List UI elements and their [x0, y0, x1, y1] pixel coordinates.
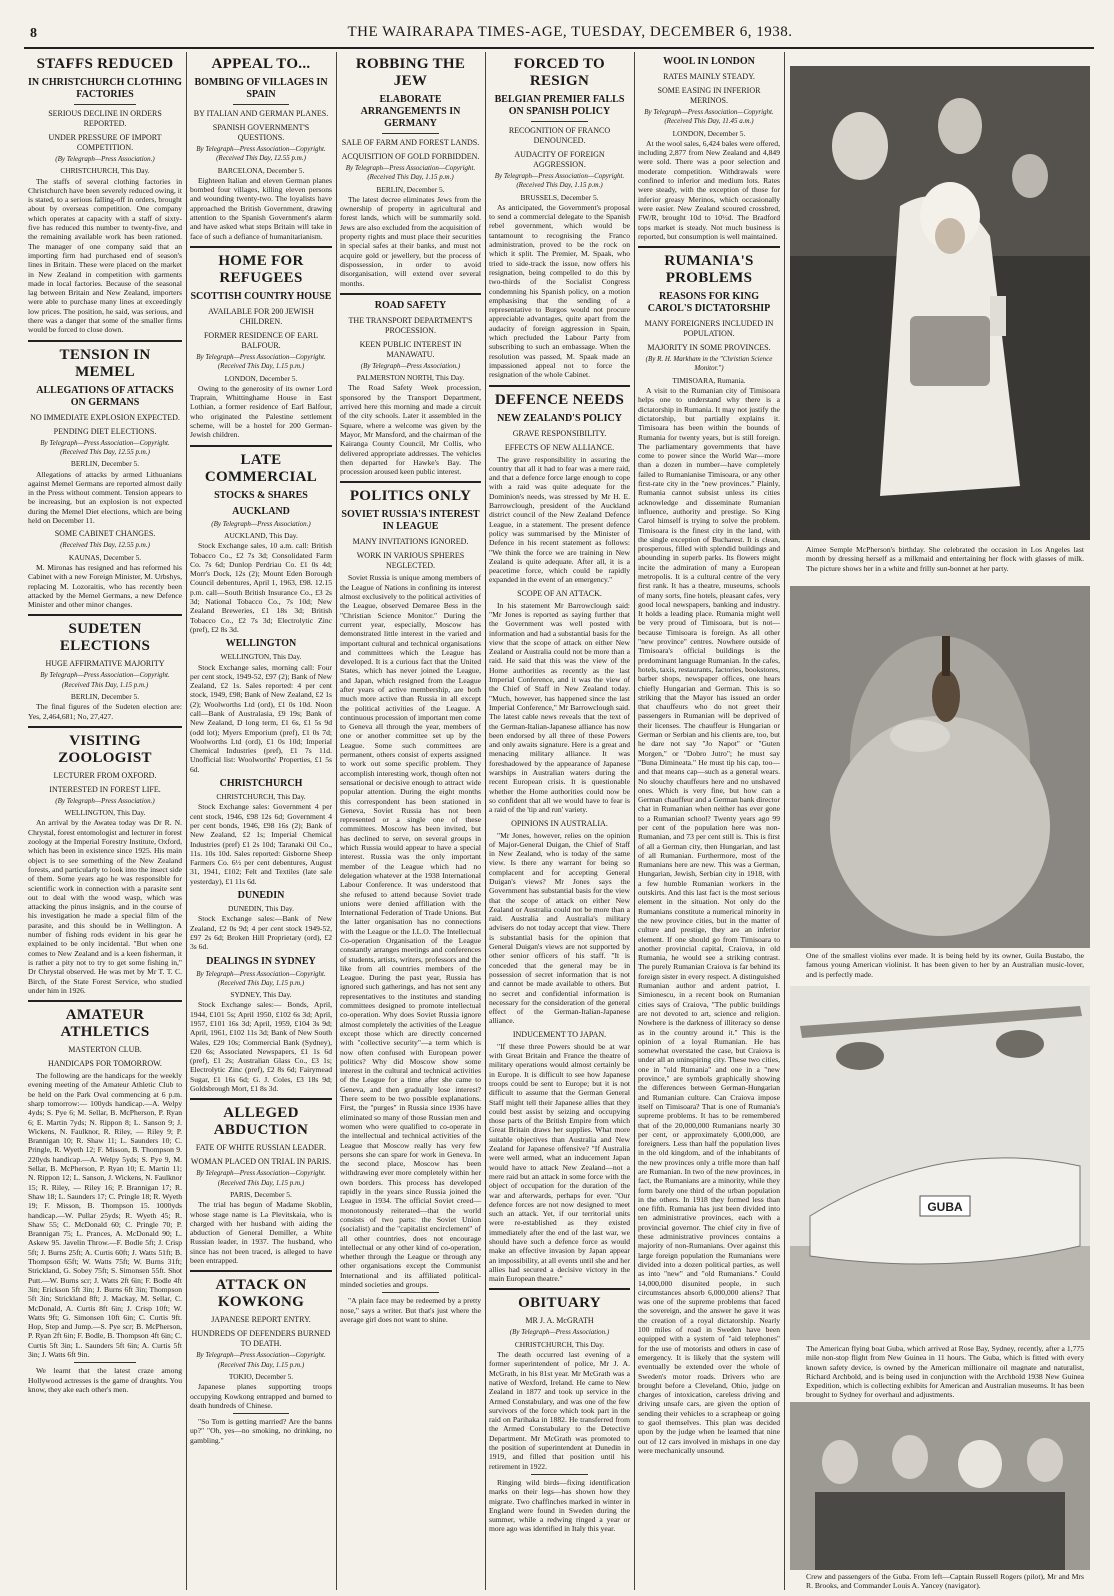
subhead: HUGE AFFIRMATIVE MAJORITY: [45, 659, 165, 669]
divider: [28, 614, 182, 616]
headline-road-safety: ROAD SAFETY: [374, 299, 447, 311]
dateline: BERLIN, December 5.: [70, 691, 140, 701]
headline-sudeten-elections: SUDETEN ELECTIONS: [59, 621, 151, 655]
subhead: MANY FOREIGNERS INCLUDED IN POPULATION.: [644, 319, 774, 339]
article-body: Japanese planes supporting troops occupying Kowkong entrapped and burned to death hundreds of Chinese.: [190, 1382, 332, 1410]
headline-robbing-the-jew: ROBBING THE JEW: [355, 56, 466, 89]
photo-flying-boat-guba-graphic: [790, 986, 1090, 1340]
byline: By Telegraph—Press Association—Copyright. (Received This Day, 1.15 p.m.): [494, 172, 625, 190]
subhead: BY ITALIAN AND GERMAN PLANES.: [193, 109, 329, 118]
article-body: In his statement Mr Barrowclough said: "Mr Jones is reported as saying further that the Government was well posted with information and had a substantial basis for the view that the scope of attack on either New Zealand or Australia could not be more than a raid. He said that this was the view of the Home authorities as recently as the last Imperial Conference, and it was the view of the Chief of Staff in New Zealand today. "Much, however, has happened since the last Imperial Conference," Mr Barrowclough said. The latest cable news reveals that the text of the German-Italian-Japanese alliance has now been endorsed by all three of these Powers and only awaits signature. Here is a great and menacing military alliance. It was foreshadowed by the appearance of Japanese warships in Australian waters during the recent European crisis. It is questionable whether the Home authorities could now be so confident that all we would have to fear is a raid of the 'tip and run' variety.: [489, 600, 630, 815]
divider: [190, 445, 332, 447]
subhead: WORK IN VARIOUS SPHERES NEGLECTED.: [356, 551, 465, 571]
subhead: ACQUISITION OF GOLD FORBIDDEN.: [341, 152, 480, 161]
headline-home-for-refugees: HOME FOR REFUGEES: [218, 252, 304, 286]
divider: [74, 104, 136, 105]
column-4: [489, 52, 630, 1592]
divider: [489, 1288, 630, 1290]
byline: By Telegraph—Press Association—Copyright. (Received This Day, 1.15 p.m.): [196, 1169, 326, 1187]
column-rule: [634, 52, 635, 1590]
divider: [233, 104, 290, 105]
photo-mcpherson-birthday-graphic: [790, 66, 1090, 540]
subhead: IN CHRISTCHURCH CLOTHING FACTORIES: [28, 77, 182, 100]
photo-small-violin: [790, 586, 1090, 948]
subhead: MANY INVITATIONS IGNORED.: [352, 537, 469, 547]
byline: (By Telegraph—Press Association.): [509, 1328, 610, 1337]
divider: [340, 481, 481, 483]
photo-caption: One of the smallest violins ever made. It is being held by its owner, Guila Bustabo, the famous young American violinist. It has been given to her by an Australian music-lover, and is perfectly made.: [806, 951, 1084, 979]
subhead: STOCKS & SHARES: [214, 489, 308, 501]
dateline: BERLIN, December 5.: [70, 459, 140, 469]
masthead: [0, 0, 1114, 42]
divider: [382, 1292, 438, 1293]
headline-forced-to-resign: FORCED TO RESIGN: [514, 56, 605, 89]
section-dunedin: DUNEDIN: [237, 890, 285, 902]
headline-defence-needs: DEFENCE NEEDS: [494, 391, 625, 408]
article-body: Stock Exchange sales:—Bank of New Zealand, £2 0s 9d; 4 per cent stock 1949-52, £97 2s 6d; Broken Hill Proprietary (ord), £2 3s 6d.: [190, 914, 332, 952]
article-body: Allegations of attacks by armed Lithuanians against Memel Germans are reported almost daily in the Press without comment. Tension appears to be increasing, but an explosion is not expected during the Memel Diet elections, which are being held on December 11.: [28, 469, 182, 526]
divider: [28, 1000, 182, 1002]
column-1: [28, 52, 182, 1592]
headline-appeal: APPEAL TO...: [211, 56, 311, 72]
divider: [28, 726, 182, 728]
subhead: INDUCEMENT TO JAPAN.: [512, 1029, 607, 1039]
article-body: "Mr Jones, however, relies on the opinion of Major-General Duigan, the Chief of Staff in New Zealand, who is today of the same view. Is there any warrant for being so complacent and for accepting General Duigan's views? Mr Jones says the Government has substantial basis for the view that the scope of attack on either New Zealand or Australia could not be more than a raid. Australia and Australia's military advisers do not today accept that view. There is substantial basis for the opinion that General Duigan's views are not supported by other senior officers of his staff. "It is conceded that the general may be in possession of secret information that is not and cannot be made available to others. But no secret and confidential information is necessary for the consideration of the general effect of the German-Italian-Japanese alliance.: [489, 830, 630, 1026]
byline: (By Telegraph—Press Association.): [360, 361, 461, 370]
article-body: As anticipated, the Government's proposal to send a commercial delegate to the Spanish rebel government, which would be tantamount to recognising the Franco administration, proved to be the rock on which it split. The Premier, M. Spaak, who tried to side-track the issue, now offers his resignation, being compelled to do this by two-thirds of the Socialist Congress condemning his Spanish policy, on a motion emphasising that the sending of a representative to Burgos would not procure appreciable advantages, quite apart from the audacity of foreign aggression in Spain, which precluded the Labour Party from subscribing to such an embassage. When the resolution was passed, M. Spaak made an impassioned appeal not to force the resignation of the whole Cabinet.: [489, 202, 630, 380]
section-christchurch: CHRISTCHURCH: [219, 778, 303, 790]
subhead: OPINIONS IN AUSTRALIA.: [511, 818, 608, 828]
subhead: SERIOUS DECLINE IN ORDERS REPORTED.: [48, 109, 162, 128]
article-body: An arrival by the Awatea today was Dr R. N. Chrystal, forest entomologist and lecturer in forest zoology at the Imperial Forestry Institute, Oxford, which has been in existence since 1925. His main object is to see something of the New Zealand forests, and particularly to look into the insect side of them. Some years ago he was responsible for scientific work in connection with a parasite sent out to deal with the wood wasp, which was attacking the pinus insignis, and in the course of his investigation he made a special film of the parasite, and this should be in Wellington. A number of fishing rods evident in his gear he explained to be only incidental. "But when one comes to New Zealand and is a keen fisherman, it is rather a pity not to try to get some fishing in," Dr Chrystal observed. He was met by Mr T. T. C. Birch, of the State Forest Service, who studied under him in 1926.: [28, 818, 182, 995]
byline: (By R. H. Markham in the "Christian Science Monitor."): [645, 355, 773, 373]
subhead: RECOGNITION OF FRANCO DENOUNCED.: [508, 126, 611, 145]
photo-guba-crew-graphic: [790, 1402, 1090, 1570]
masthead-rule: [24, 47, 1094, 49]
dateline: PALMERSTON NORTH, This Day.: [356, 373, 465, 383]
subhead: SALE OF FARM AND FOREST LANDS.: [341, 138, 480, 147]
subhead: JAPANESE REPORT ENTRY.: [211, 1315, 311, 1325]
dateline: BARCELONA, December 5.: [217, 165, 305, 175]
headline-alleged-abduction: ALLEGED ABDUCTION: [213, 1105, 309, 1139]
dateline: CHRISTCHURCH, This Day.: [514, 1339, 605, 1349]
divider: [531, 121, 587, 122]
divider: [489, 385, 630, 387]
subhead: MR J. A. McGRATH: [525, 1316, 594, 1326]
subhead: SOME EASING IN INFERIOR MERINOS.: [657, 86, 761, 105]
article-body: A visit to the Rumanian city of Timisoara helps one to understand why there is a dictatorship in Rumania. It may not justify the dictatorship, but partially explains it. Timisoara has been within the bounds of Rumania for twenty years, but is still foreign. The parliamentary governments that have come to power since the World War—more than a dozen in number—have completely failed to Rumanianise Timisoara, or any other first-rate city in the "new provinces." Plainly, Rumania cannot subsist unless its cities acknowledge and disseminate Rumanian influence, authority and prestige. So King Carol himself is trying to solve the problem. Timisoara is the finest city in the land, with the single exception of Bucharest. It is clean, prosperous, filled with splendid buildings and abounding in superb parks. Its flowers might incite the admiration of many a European metropolis. It is a cultural centre of the very first rank. It has a theatre, museums, schools of many sorts, fine hotels, pleasant cafes, very good local newspapers, banking and industry. It holds a leading place. Rumania might well be very proud of Timisoara, but is not—because Timisoara is foreign. As all other "new province" centres. Nowhere outside of Timisoara's official buildings is the predominant language Rumanian. In the cafes, hotels, taxis, restaurants, factories, bookstores, barber shops, newspaper offices, one hears chiefly Hungarian and German. This is so striking that the Mayor has issued an order that chauffeurs who do not greet their passengers in Rumanian will be deprived of their licenses. The chauffeur is Hungarian or German or Serbian and his clients are, too, but he dare not say "Jo Napot" or "Guten Morgen," or "Dobro Jutro"; he must say "Buna Dimineata." He must tip his cap, too—and that means cap—such as a general wears. No slouchy chauffeurs here and no unshaved ones. Which is very fine, but how can a German chauffeur and a German bank director chat in Rumanian when neither has ever gone to a Rumanian school? Twenty years ago 99 per cent of the population here was non-Rumanian, and 73 per cent still is. This is first of all a German city, then Hungarian, and last of all Rumanian. Furthermore, most of the Rumanians here are new. This was a German, Hungarian, Jewish, Serbian city in 1918, with a few humble Rumanian workers in the outskirts. And this last fact is the most serious element in the situation. Not only do the Rumanians constitute a numerical minority in the new province cities, but in the matter of culture and prestige, they are an inferior element. If one should go from Timisoara to another provincial capital, Craiova, in old Rumania, he would see a striking contrast. The purely Rumanian Craiova is far behind its foreign sister in every respect. A distinguished Rumanian author and ardent patriot, I. Simionescu, in a recent book on Rumanian cities says of Craiova, "The public buildings are not devoted to art, science and religion. Nowhere is the darkness of illiteracy so dense as in the country around it." This is the opinion of a loyal Rumanian. He has somewhat overstated the case, but Craiova is under all an uninspiring city. These two cities, one in "old Rumania" and one in a "new province," are symbols graphically showing the differences between German-Hungarian and Rumanian culture. Can Craiova impose itself on Timisoara? That is one of Rumania's supreme problems. It has to be remembered that of the 20,000,000 Rumanians nearly 30 per cent, or approximately 6,000,000, are foreigners. Less than half the population lives in the old kingdom, and of the inhabitants of the new provinces only a trifle more than half are Rumanian. In two of the new provinces, in fact, the Rumanians are a minority, while they form barely one third of the urban population in the others. In 1918 they formed less than one fifth. Rumania has just been divided into ten administrative provinces, each with a provincial governor. The chief city in five of these administrative provinces contains a majority of non-Rumanians. Over against this large foreign population the Rumanians were divided into a dozen political parties, as well as into "new" and "old Rumanians." Could 14,000,000 disunited people, in such circumstances absorb 6,000,000 aliens? That was one of the supreme problems that faced the sovereign, and the answer he gave it was the creation of a royal dictatorship. Nearly 100 miles of road in Sweden have been equipped with a system of "aid telephones" for the use of motorists and others in case of emergency. It is likely that the system will eventually be extended over the whole of Sweden's motor roads. Drivers who are brought before a Cleveland, Ohio, judge on charges of intoxication, careless driving and driving unsafe cars, are given the option of sending their vehicles to a scrapheap or going to gaol themselves. This plan was decided upon by the judge when he learned that nine out of 12 cars involved in mishaps in one day were mechanically unsound.: [638, 386, 780, 1455]
article-body: The staffs of several clothing factories in Christchurch have been severely reduced owing, it is stated, to a serious falling-off in orders, brought about by overseas competition. One company which operates at capacity with a staff of sixty-five has reduced this number to twenty-five, and the remaining available work has been rationed. The manager of one company said that an importing firm had purchased end of season's lines in Britain. These were placed on the market in New Zealand in competition with garments made in local factories. Because of the seasonal lag between Britain and New Zealand, importers were able to purchase many lines at exceedingly low prices. The position, he said, was serious, and there was a danger that some of the smaller firms would be forced to close down.: [28, 176, 182, 335]
column-5: [638, 52, 780, 1592]
article-body: The trial has begun of Madame Skoblin, whose stage name is La Plevitskaia, who is charged with her husband with aiding the abduction of General Demiller, a White Russian leader, in 1937. The husband, who since has not been traced, is alleged to have been entrapped.: [190, 1200, 332, 1266]
subhead: MASTERTON CLUB.: [68, 1045, 142, 1055]
article-body: Owing to the generosity of its owner Lord Traprain, Whittinghame House in East Lothian, a former residence of Earl Balfour, who originated the Palestine settlement scheme, will be a hostel for 200 German-Jewish children.: [190, 383, 332, 440]
section-wellington: WELLINGTON: [225, 638, 297, 650]
dateline: LONDON, December 5.: [672, 128, 746, 138]
headline-late-commercial: LATE COMMERCIAL: [204, 451, 318, 485]
subhead: RATES MAINLY STEADY.: [663, 72, 755, 81]
photo-guba-crew: [790, 1402, 1090, 1570]
column-rule: [186, 52, 187, 1590]
subhead: SOVIET RUSSIA'S INTEREST IN LEAGUE: [341, 509, 480, 533]
headline-staffs-reduced: STAFFS REDUCED: [36, 56, 174, 72]
divider: [190, 246, 332, 248]
subhead: MAJORITY IN SOME PROVINCES.: [647, 343, 771, 353]
subhead: ALLEGATIONS OF ATTACKS ON GERMANS: [36, 384, 174, 408]
subhead: FATE OF WHITE RUSSIAN LEADER.: [195, 1143, 327, 1153]
column-rule: [336, 52, 337, 1590]
byline: By Telegraph—Press Association—Copyright. (Received This Day, 1.15 p.m.): [196, 969, 326, 987]
divider: [28, 340, 182, 342]
subhead: WOMAN PLACED ON TRIAL IN PARIS.: [190, 1157, 332, 1167]
photo-caption: The American flying boat Guba, which arrived at Rose Bay, Sydney, recently, after a 1,775 mile non-stop flight from New Guinea in 11 hours. The Guba, which is fitted with every known safety device, is owned by the American millionaire oil magnate and naturalist, Richard Archbold, and is being used in conjunction with the Archbold 1938 New Guinea Expedition, which is collecting exhibits for American and Australian museums. It has been brought to Sydney for overhaul and adjustments.: [806, 1344, 1084, 1400]
headline-politics-only: POLITICS ONLY: [349, 488, 472, 505]
headline-obituary: OBITUARY: [518, 1295, 601, 1312]
filler-paragraph: "So Tom is getting married? Are the banns up?" "Oh, yes—no smoking, no drinking, no gambling.": [190, 1417, 332, 1445]
headline-visiting-zoologist: VISITING ZOOLOGIST: [58, 732, 152, 766]
article-body: Eighteen Italian and eleven German planes bombed four villages, killing eleven persons and wounding twenty-two. The loyalists have approached the British Government, drawing attention to the Spanish Government's alarm and have asked what steps Britain will take in face of such a defiance of humanitarianism.: [190, 175, 332, 241]
article-body: The final figures of the Sudeten election are: Yes, 2,464,681; No, 27,427.: [28, 702, 182, 721]
article-body: The grave responsibility in assuring the country that all it had to fear was a mere raid, and that a defence force large enough to cope with a raid was quite adequate for the Dominion's needs, was stressed by Mr H. E. Barrowclough, president of the Auckland district council of the New Zealand Defence League, in a statement. The present defence policy was summarised by the Minister of Defence in his recent statement as follows: "We think the force we are training in New Zealand is quite adequate. After all, it is a peacetime force, which could be rapidly expanded in the event of an emergency.": [489, 454, 630, 585]
article-body: Stock Exchange sales, 10 a.m. call: British Tobacco Co., £2 7s 3d; Consolidated Farm Co. 7s 6d; Dunlop Perdriau Co. £1 0s 4d; Morr's Dock, 12s (2); Mount Eden Borough Council debentures, April 1, 1963, £98. 12.15 p.m. call—South British Insurance Co., £3 2s 3d; National Tobacco Co., 7s 10d; New Zealand Breweries, £1 18s 3d; British Tobacco Co., £2 7s 3d; Electrolytic Zinc (pref), £2 8s 3d.: [190, 541, 332, 634]
subhead: BOMBING OF VILLAGES IN SPAIN: [194, 77, 328, 100]
subhead: SOME CABINET CHANGES.: [54, 529, 156, 539]
dateline: DUNEDIN, This Day.: [228, 904, 294, 914]
divider: [382, 133, 438, 134]
column-rule: [784, 52, 785, 1590]
byline: (Received This Day, 12.55 p.m.): [60, 541, 150, 550]
subhead: AVAILABLE FOR 200 JEWISH CHILDREN.: [208, 306, 314, 326]
subhead: PENDING DIET ELECTIONS.: [53, 426, 157, 436]
byline: (By Telegraph—Press Association.): [211, 519, 311, 528]
photo-caption: Crew and passengers of the Guba. From left—Captain Russell Rogers (pilot), Mr and Mrs R. Brooks, and Commander Louis A. Yancey (navigator).: [806, 1572, 1084, 1591]
byline: By Telegraph—Press Association—Copyright. (Received This Day, 12.55 p.m.): [40, 438, 170, 456]
subhead: SPANISH GOVERNMENT'S QUESTIONS.: [212, 123, 310, 142]
divider: [340, 293, 481, 295]
running-head: THE WAIRARAPA TIMES-AGE, TUESDAY, DECEMBER 6, 1938.: [347, 24, 793, 40]
article-body: "If these three Powers should be at war with Great Britain and France the theatre of military operations would almost certainly be in Europe. It is difficult to see how Japanese troops could be sent to Europe; but it is not difficult to assume that the German General Staff might tell their Japanese allies that they could best assist by seizing and occupying those parts of the British Empire from which Great Britain draws her supplies. What more suitable objectives than Australia and New Zealand for Japanese offensive? "If Australia were well armed, what an inducement Japan would have to attack New Zealand—not a mere raid but an attack in some force with the object of occupation for the duration of the war and afterwards, perhaps for ever. "Our defence forces are not now designed to meet such an attack. Yet, if our territorial units were re-established as they existed immediately after the end of the last war, we should have such a defence force as would make an effective invasion by Japan appear an impossibility, at all events until she and her allies had secured a decisive victory in the main European theatre.": [489, 1041, 630, 1284]
article-body: Soviet Russia is unique among members of the League of Nations in confining its interest almost exclusively to the political activities of the League, observed Demaree Bess in the "Christian Science Monitor." During the current year, especially, Moscow has demonstrated little interest in the varied and important cultural and technical organisations and committees which the League has developed. It is a curious fact that the United States, which has never joined the League, and Japan, which resigned from the League after years of active membership, are both much more active than Russia in all except the political activities of the League. A continuous procession of important men come to Geneva all through the year, members of one or another committee set up by the League. Some such committees are permanent, others consist of experts assigned to work out some specific problem. They accomplish interesting work, though often not sensational or decisive enough to attract wide popular attention. During the eight months this correspondent has been stationed in Geneva, Soviet Russia has not been represented or a single one of these committees. Moscow has been invited, but has declined to serve, on several groups in which Russia would appear to have a special interest. Russia was the only important member of the League which had no delegation whatever at the 1938 International Labour Conference. It was understood that she refused to attend because Soviet trade unions were denied affiliation with the International Federation of Trade Unions. But the latter organisation has no connections with the League or the I.L.O. The Intellectual Co-operation Organisation of the League constantly arranges meetings and conferences of students, artists, writers, professors and the like from all countries members of the League. During the past year, Russia has ignored such gatherings, and has not sent any representatives to the institutes and standing committees designed to promote intellectual co-operation. Why does Soviet Russia ignore almost completely the activities of the League except those which are directly concerned with "collective security"—a term which is now often confused with European power politics? Why did Moscow show some interest in the cultural and technical activities of the League for a time after she came to Geneva, and then gradually lose interest? There seem to be two possible explanations. First, the "purges" in Russia since 1936 have eliminated so many of those Russian men and women who were qualified to co-operate in the intellectual and technical activities of the League that Moscow really has very few persons she can spare for work in Geneva. In the second place, Moscow has been withdrawing ever more completely within her own borders. This process has developed rapidly in the years since Russia joined the League in 1934. The official Soviet creed—monotonously reiterated—that the world consists of two parts: the Soviet Union (socialist) and the "capitalist encirclement" of all other countries, does not encourage intellectual or any other kind of co-operation, whether through the League or through any other organisations except the Communist International and its affiliated political-minded societies and groups.: [340, 573, 481, 1289]
subhead: GRAVE RESPONSIBILITY.: [512, 428, 607, 438]
dateline: TOKIO, December 5.: [228, 1371, 294, 1381]
divider: [531, 1474, 587, 1475]
divider: [233, 1413, 290, 1414]
subhead: SCOTTISH COUNTRY HOUSE: [190, 290, 332, 302]
column-rule: [485, 52, 486, 1590]
byline: (By Telegraph—Press Association.): [55, 155, 155, 163]
dateline: WELLINGTON, This Day.: [64, 808, 146, 818]
byline: By Telegraph—Press Association—Copyright. (Received This Day, 1.15 p.m.): [40, 671, 170, 689]
subhead: BELGIAN PREMIER FALLS ON SPANISH POLICY: [494, 94, 625, 117]
dateline: BRUSSELS, December 5.: [520, 192, 599, 202]
subhead: THE TRANSPORT DEPARTMENT'S PROCESSION.: [348, 315, 473, 335]
dateline: TIMISOARA, Rumania.: [672, 375, 746, 385]
byline: By Telegraph—Press Association—Copyright. (Received This Day, 1.15 p.m.): [196, 352, 326, 371]
photo-caption: Aimee Semple McPherson's birthday. She celebrated the occasion in Los Angeles last month by dressing herself as a milkmaid and entertaining her flock with glasses of milk. The picture shows her in a white and frilly sun-bonnet at her party.: [806, 545, 1084, 573]
headline-rumanias-problems: RUMANIA'S PROBLEMS: [664, 253, 754, 287]
dateline: WELLINGTON, This Day.: [220, 652, 302, 662]
dateline: PARIS, December 5.: [230, 1189, 292, 1199]
photo-flying-boat-guba: [790, 986, 1090, 1340]
divider: [638, 246, 780, 248]
subhead: LECTURER FROM OXFORD.: [53, 770, 157, 780]
dateline: BERLIN, December 5.: [376, 184, 445, 194]
photo-mcpherson-birthday: [790, 66, 1090, 540]
byline: By Telegraph—Press Association—Copyright. (Received This Day, 11.45 a.m.): [644, 108, 774, 126]
dateline: LONDON, December 5.: [224, 373, 298, 383]
article-body: The death occurred last evening of a former superintendent of police, Mr J. A. McGrath, in his 81st year. Mr McGrath was a native of Wexford, Ireland. He came to New Zealand in 1877 and took up service in the Armed Constabulary, and was one of the few survivors of the force which took part in the raid on Parihaka in 1882. He transferred from the Armed Constabulary to the Detective Department. Mr McGrath was promoted to the position of superintendent at Dunedin in 1919, and filled that position until his retirement in 1922.: [489, 1350, 630, 1471]
column-3: [340, 52, 481, 1592]
subhead: NO IMMEDIATE EXPLOSION EXPECTED.: [30, 412, 180, 422]
article-body: At the wool sales, 6,424 bales were offered, including 2,877 from New Zealand and 4,849 were sold. There was a poor selection and moderate competition. Withdrawals were confined to inferior and medium lots. Rates were steady, with the exception of those for inferior greasy Merinos, which occasionally were easier. New Zealand scoured crossbred, FW/R, brought 10d to 10½d. The Bradford tops market is steady. Not much business is reported, but consumption is well maintained.: [638, 138, 780, 241]
byline: By Telegraph—Press Association—Copyright. (Received This Day, 1.15 p.m.): [196, 1351, 326, 1369]
byline: (By Telegraph—Press Association.): [55, 796, 155, 805]
subhead: HUNDREDS OF DEFENDERS BURNED TO DEATH.: [191, 1329, 331, 1349]
dateline: CHRISTCHURCH, This Day.: [216, 792, 306, 802]
subhead: KEEN PUBLIC INTEREST IN MANAWATU.: [359, 339, 462, 359]
subhead: HANDICAPS FOR TOMORROW.: [48, 1059, 162, 1069]
dateline: CHRISTCHURCH, This Day.: [60, 166, 150, 176]
article-body: M. Mironas has resigned and has reformed his Cabinet with a new Foreign Minister, M. Urbshys, replacing M. Lozoraitis, who has recently been attacked by the Memel Germans, a new Defence Minister and other minor changes.: [28, 562, 182, 610]
page-number: 8: [30, 26, 37, 41]
plane-label: GUBA: [927, 1200, 963, 1214]
headline-dealings-sydney: DEALINGS IN SYDNEY: [206, 955, 316, 967]
section-auckland: AUCKLAND: [232, 505, 290, 517]
divider: [74, 1362, 136, 1363]
photo-small-violin-graphic: [790, 586, 1090, 948]
headline-wool-in-london: WOOL IN LONDON: [663, 56, 755, 67]
headline-amateur-athletics: AMATEUR ATHLETICS: [60, 1007, 150, 1041]
subhead: SCOPE OF AN ATTACK.: [517, 588, 602, 598]
filler-paragraph: "A plain face may be redeemed by a pretty nose," says a writer. But that's just where the average girl does not want to shine.: [340, 1296, 481, 1324]
article-body: Stock Exchange sales:— Bonds, April, 1944, £101 5s; April 1950, £102 6s 3d; April, 1957, £101 16s 3d; April, 1959, £104 3s 9d; April, 1961, £102 11s 3d; Bank of New South Wales, £29 10s; Commercial Bank (Sydney), £20 6s; Associated Newspapers, £1 1s 6d (pref), £1 2s; Australian Glass Co., £3 1s; Electrolytic Zinc (pref), £2 8s 6d; Fairymead Sugar, £1 16s 6d; G. J. Coles, £3 18s 9d; Goldsbrough Mort, £1 8s 3d.: [190, 1000, 332, 1094]
subhead: UNDER PRESSURE OF IMPORT COMPETITION.: [48, 133, 162, 152]
dateline: AUCKLAND, This Day.: [224, 530, 298, 540]
filler-paragraph: We learnt that the latest craze among Hollywood actresses is the game of draughts. You know, they ake each other's men.: [28, 1366, 182, 1394]
subhead: INTERESTED IN FOREST LIFE.: [49, 784, 161, 794]
subhead: REASONS FOR KING CAROL'S DICTATORSHIP: [647, 291, 771, 315]
headline-attack-kowkong: ATTACK ON KOWKONG: [215, 1277, 307, 1311]
dateline: SYDNEY, This Day.: [230, 990, 292, 1000]
column-2: [190, 52, 332, 1592]
article-body: Stock Exchange sales, morning call: Four per cent stock, 1949-52, £97 (2); Bank of New Zealand, £2 1s. Sales reported: 4 per cent stock, 1949, £98; Bank of New Zealand, £2 1s (2); Woolworths Ltd (ord), £1 0s 10d. Noon call—Bank of Australasia, £9 19s; Bank of New Zealand, D long term, £1 6s, £1 5s 9d (odd lot); Myers Emporium (pref), £1 0s 7d; Woolworths Ltd (ord), £1 0s 10d; Imperial Chemical Industries (pref), £1 7s 11d. Unofficial list: Woolworths' Properties, £1 5s 6d.: [190, 662, 332, 774]
byline: By Telegraph—Press Association—Copyright. (Received This Day, 12.55 p.m.): [196, 145, 326, 163]
byline: By Telegraph—Press Association—Copyright. (Received This Day, 1.15 p.m.): [345, 164, 476, 182]
article-body: Stock Exchange sales: Government 4 per cent stock, 1946, £98 12s 6d; Government 4 per cent bonds, 1946, £98 16s (2); Bank of New Zealand, £2 1s; Imperial Chemical Industries (pref) £1 2s 10d; Taranaki Oil Co., 11s. 10s 10d. Sales reported: Gisborne Sheep Farmers Co. 6½ per cent debentures, August 31, 1941, £102; Felt and Textiles (late sale yesterday), £1 11s 6d.: [190, 802, 332, 886]
dateline: KAUNAS, December 5.: [68, 552, 142, 562]
article-body: The latest decree eliminates Jews from the ownership of property in agricultural and forest lands, which will be summarily sold. Jews are also excluded from the acquisition of property rights and must place their securities in special safes at their banks, and must not acquire gold or jewellery, but the process of dispossession, in order to avoid disorganisation, will extend over several months.: [340, 194, 481, 288]
headline-tension-memel: TENSION IN MEMEL: [59, 346, 151, 380]
article-body: The following are the handicaps for the weekly evening meeting of the Amateur Athletic Club to be held on the Park Oval commencing at 6 p.m. sharp tomorrow:— 100yds handicap.—A. Welpy 4yds; S. Pye 6; M. Sellar, B. McPherson, P. Ryan 6; E. Martin 7yds; N. Rippon 8; L. Sanson 9; J. Wickens, N. Faulknor, R. Riley, — Riley 9; P. Brannigan 10; R. Shaw 11; L. Saunders 10; C. Pringle, R. Wyeth 12; F. Misson, B. Thompson 9. 220yds handicap.—A. Welpy 5yds; S. Pye 9, M. Sellar, B. McPherson, P. Ryan 10; E. Martin 11; N. Rippon 12; L. Sanson, J. Wickens, N. Faulknor 15; R. Riley, — Riley 16; P. Brannigan 17; R. Shaw 18; L. Saunders 17; C. Pringle 18; R. Wyeth 19; F. Misson, B. Thompson 15. 1000yds handicap.—W. Pullar 25yds; R. Wyeth 45; R. Shaw 55; C. McDonald 60; C. Pringle 70; P. Brannigan 75; L. Prances, A. McDonald 90; L. Askew 95. Javelin Throw.—F. Bodle 5ft; J. Crisp 5ft; J. Burns 25ft; A. Curtis 60ft; J. Watts 51ft; B. Thompson 65ft; W. Watts 75ft; W. Burns 31ft; Strickland, G. Sobey 75ft; S. Simonsen 55ft. Shot Putt.—W. Burns scr; J. Watts 2ft 6in; F. Bodle 4ft 3in; Erickson 5ft 3in; J. Burns 6ft 3in; Thompson 5ft 3in; Strickland 8ft; J. Mackay, M. Sellar, C. McDonald, A. Curtis 8ft 6in; J. Crisp 10ft; W. Watts 9ft; G. Simonsen 10ft 6in; C. Curtis 9ft. Hop, Step and Jump.—S. Pye scr; B. McPherson, P. Ryan 2ft 6in; F. Bodle, B. Thompson 4ft 6in; C. Curtis 5ft 3in; L. Saunders 5ft 6in; A. Curtis 5ft 3in; J. Watts 6ft 9in.: [28, 1071, 182, 1360]
divider: [190, 1270, 332, 1272]
subhead: ELABORATE ARRANGEMENTS IN GERMANY: [360, 94, 461, 129]
subhead: AUDACITY OF FOREIGN AGGRESSION.: [514, 150, 605, 169]
filler-paragraph: Ringing wild birds—fixing identification marks on their legs—has shown how they migrate. Two chaffinches marked in winter in England were found in Sweden during the summer, while a redwing ringed a year or more ago was identified in Italy this year.: [489, 1477, 630, 1534]
divider: [190, 1098, 332, 1100]
subhead: EFFECTS OF NEW ALLIANCE.: [504, 442, 615, 452]
subhead: FORMER RESIDENCE OF EARL BALFOUR.: [203, 330, 318, 350]
article-body: The Road Safety Week procession, sponsored by the Transport Department, arrived here this morning and made a circuit of the city schools. Later it assembled in the Square, where a welcome was given by the Mayor, Mr Mansford, and the chairman of the Kairanga County Council, Mr Collis, who delivered appropriate addresses. The vehicles then departed for Hawke's Bay. The procession aroused keen public interest.: [340, 383, 481, 477]
subhead: NEW ZEALAND'S POLICY: [497, 412, 622, 424]
